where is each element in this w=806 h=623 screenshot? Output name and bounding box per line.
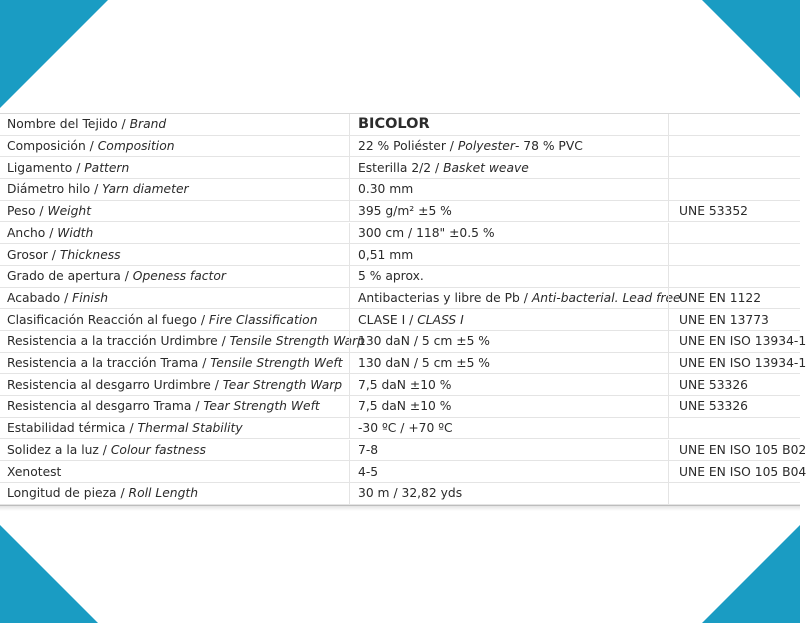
property-label-es: Clasificación Reacción al fuego / xyxy=(7,312,205,327)
property-label-en: Finish xyxy=(72,290,109,305)
property-label-en: Yarn diameter xyxy=(102,182,189,197)
value-text: 0.30 mm xyxy=(358,182,414,197)
property-label-en: Openess factor xyxy=(132,269,226,284)
property-label-es: Longitud de pieza / xyxy=(7,486,125,501)
table-row xyxy=(0,244,800,266)
standard-reference: UNE EN ISO 105 B02 xyxy=(668,440,801,461)
property-label-es: Grosor / xyxy=(7,247,56,262)
property-label-es: Peso / xyxy=(7,204,44,219)
standard-reference xyxy=(668,418,801,439)
table-row xyxy=(0,114,800,136)
table-row xyxy=(0,374,800,396)
standard-reference xyxy=(668,114,801,135)
property-label-es: Resistencia al desgarro Trama / xyxy=(7,399,200,414)
property-label xyxy=(7,288,344,309)
property-label-en: Tensile Strength Weft xyxy=(210,356,343,371)
value-text: 0,51 mm xyxy=(358,247,414,262)
property-label-en: Tear Strength Weft xyxy=(203,399,320,414)
standard-reference xyxy=(668,244,801,265)
property-label xyxy=(7,461,344,482)
property-label-es: Ligamento / xyxy=(7,160,81,175)
property-label-es: Estabilidad térmica / xyxy=(7,421,134,436)
standard-reference xyxy=(668,223,801,244)
table-row xyxy=(0,353,806,375)
table-row xyxy=(0,461,806,483)
standard-reference: UNE 53352 xyxy=(668,201,801,222)
corner-decoration-top-right xyxy=(702,0,800,98)
property-label xyxy=(7,244,344,265)
value-text-en: Basket weave xyxy=(443,160,529,175)
property-label-es: Nombre del Tejido / xyxy=(7,117,126,132)
value-text: CLASE I / xyxy=(358,312,414,327)
property-label xyxy=(7,483,344,504)
property-value xyxy=(349,353,668,374)
value-text: Antibacterias y libre de Pb / xyxy=(358,290,528,305)
property-label-en: Width xyxy=(57,225,94,240)
standard-reference: UNE EN ISO 13934-1 xyxy=(668,353,801,374)
table-row xyxy=(0,331,806,353)
property-label xyxy=(7,309,344,330)
value-text: Esterilla 2/2 / xyxy=(358,160,440,175)
standard-reference xyxy=(668,157,801,178)
property-label-en: Composition xyxy=(97,139,175,154)
property-value xyxy=(349,288,681,309)
value-text: 7,5 daN ±10 % xyxy=(358,377,452,392)
property-label-en: Tensile Strength Warp xyxy=(229,334,365,349)
value-text-tail: - 78 % PVC xyxy=(514,139,583,154)
property-label xyxy=(7,223,344,244)
property-label-es: Resistencia a la tracción Urdimbre / xyxy=(7,334,226,349)
table-row xyxy=(0,179,800,201)
property-value xyxy=(349,157,668,178)
standard-reference: UNE EN 13773 xyxy=(668,309,801,330)
value-text: BICOLOR xyxy=(358,116,430,133)
spec-table xyxy=(0,113,806,506)
standard-reference: UNE 53326 xyxy=(668,374,801,395)
property-value xyxy=(349,461,668,482)
value-text: 4-5 xyxy=(358,464,379,479)
property-label-es: Grado de apertura / xyxy=(7,269,129,284)
property-label-en: Roll Length xyxy=(128,486,198,501)
property-label xyxy=(7,374,344,395)
property-value xyxy=(349,374,668,395)
property-label-en: Thermal Stability xyxy=(137,421,243,436)
table-row xyxy=(0,266,800,288)
property-value xyxy=(349,396,668,417)
property-label xyxy=(7,157,344,178)
property-label xyxy=(7,440,344,461)
property-value xyxy=(349,114,668,135)
property-label-es: Acabado / xyxy=(7,290,69,305)
table-row xyxy=(0,418,800,440)
property-label xyxy=(7,331,365,352)
property-value xyxy=(349,266,668,287)
property-label xyxy=(7,418,344,439)
table-row xyxy=(0,483,800,505)
table-row xyxy=(0,288,800,310)
standard-reference xyxy=(668,483,801,504)
property-value xyxy=(349,309,668,330)
value-text: 30 m / 32,82 yds xyxy=(358,486,463,501)
value-text: 130 daN / 5 cm ±5 % xyxy=(358,356,490,371)
value-text-en: CLASS I xyxy=(417,312,464,327)
property-value xyxy=(349,418,668,439)
corner-decoration-bottom-right xyxy=(702,525,800,623)
property-label-en: Weight xyxy=(47,204,92,219)
value-text: 7-8 xyxy=(358,442,379,457)
property-label xyxy=(7,136,344,157)
property-label-es: Resistencia a la tracción Trama / xyxy=(7,356,207,371)
standard-reference xyxy=(668,266,801,287)
property-label-es: Solidez a la luz / xyxy=(7,442,107,457)
property-label-es: Diámetro hilo / xyxy=(7,182,99,197)
property-label-en: Thickness xyxy=(59,247,121,262)
corner-decoration-top-left xyxy=(0,0,108,108)
property-value xyxy=(349,201,668,222)
property-label-es: Resistencia al desgarro Urdimbre / xyxy=(7,377,219,392)
table-row xyxy=(0,223,800,245)
property-label xyxy=(7,201,344,222)
value-text: -30 ºC / +70 ºC xyxy=(358,421,453,436)
property-value xyxy=(349,179,668,200)
value-text: 300 cm / 118" ±0.5 % xyxy=(358,225,495,240)
property-label-en: Colour fastness xyxy=(110,442,206,457)
value-text: 130 daN / 5 cm ±5 % xyxy=(358,334,490,349)
table-row xyxy=(0,440,806,462)
property-label xyxy=(7,396,344,417)
table-row xyxy=(0,396,800,418)
property-label-en: Brand xyxy=(129,117,167,132)
standard-reference: UNE 53326 xyxy=(668,396,801,417)
property-value xyxy=(349,331,668,352)
property-value xyxy=(349,483,668,504)
value-text-en: Anti-bacterial. Lead free xyxy=(531,290,681,305)
table-row xyxy=(0,309,800,331)
property-value xyxy=(349,244,668,265)
value-text: 5 % aprox. xyxy=(358,269,424,284)
table-row xyxy=(0,157,800,179)
table-row xyxy=(0,136,800,158)
corner-decoration-bottom-left xyxy=(0,525,98,623)
property-label-es: Ancho / xyxy=(7,225,54,240)
property-label-es: Xenotest xyxy=(7,464,62,479)
property-label-es: Composición / xyxy=(7,139,94,154)
standard-reference: UNE EN ISO 13934-1 xyxy=(668,331,801,352)
property-label-en: Pattern xyxy=(84,160,130,175)
property-label xyxy=(7,266,344,287)
standard-reference: UNE EN 1122 xyxy=(668,288,801,309)
value-text-en: Polyester xyxy=(457,139,515,154)
property-value xyxy=(349,223,668,244)
property-label-en: Tear Strength Warp xyxy=(222,377,343,392)
standard-reference xyxy=(668,136,801,157)
property-label xyxy=(7,179,344,200)
table-row xyxy=(0,201,800,223)
value-text: 22 % Poliéster / xyxy=(358,139,454,154)
value-text: 395 g/m² ±5 % xyxy=(358,204,452,219)
standard-reference: UNE EN ISO 105 B04 xyxy=(668,461,801,482)
property-label-en: Fire Classification xyxy=(208,312,318,327)
property-label xyxy=(7,353,344,374)
property-value xyxy=(349,440,668,461)
property-value xyxy=(349,136,668,157)
standard-reference xyxy=(668,179,801,200)
value-text: 7,5 daN ±10 % xyxy=(358,399,452,414)
property-label xyxy=(7,114,344,135)
